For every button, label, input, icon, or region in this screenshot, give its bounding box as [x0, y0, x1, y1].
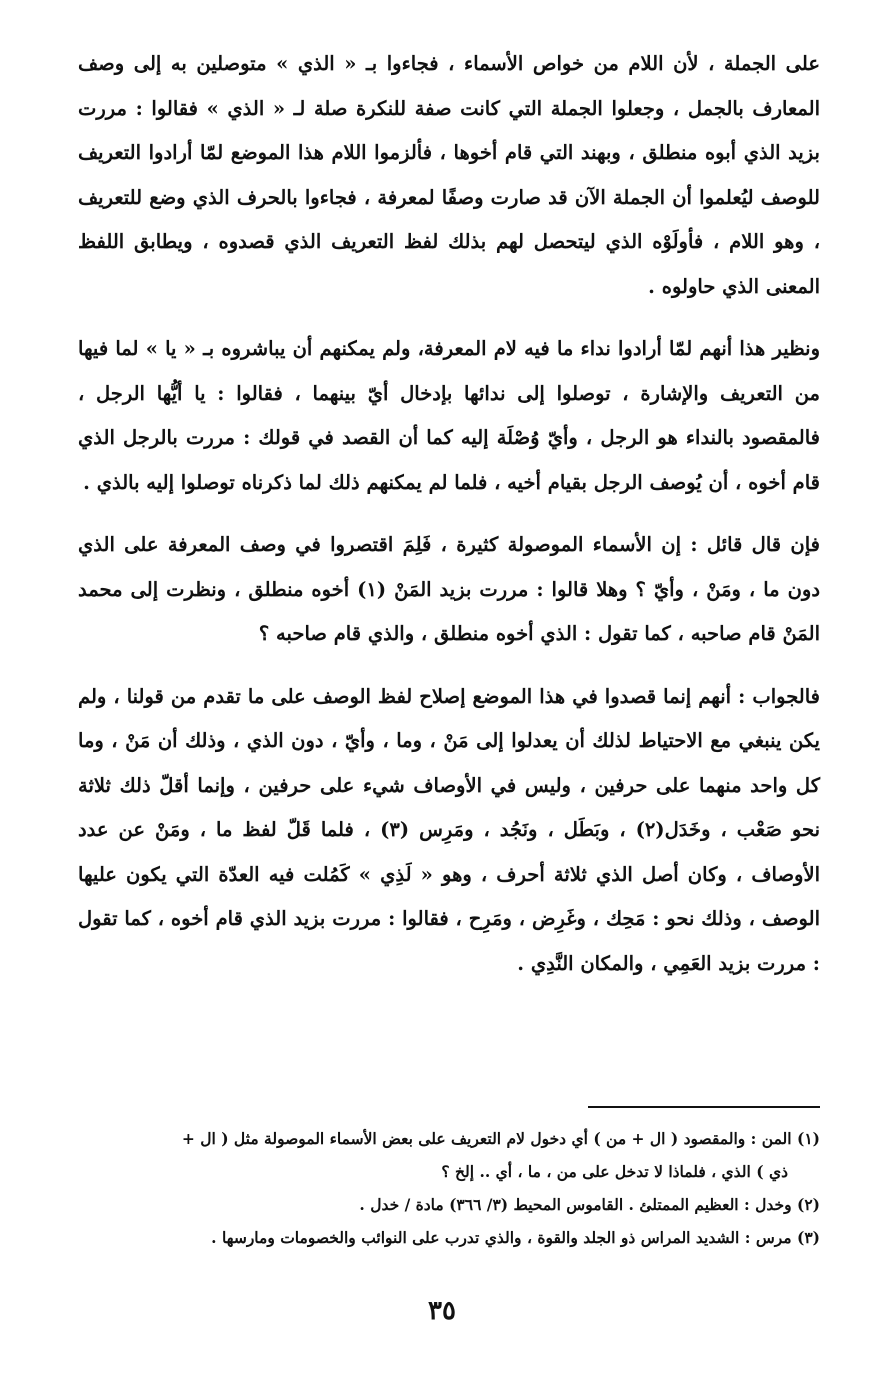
footnote-1-line-1: (١) المن : والمقصود ( ال + من ) أي دخول لام التعريف على بعض الأسماء الموصولة مثل ( ال + — [181, 1129, 820, 1148]
footnote-2 — [78, 1188, 820, 1221]
footnote-separator — [588, 1106, 820, 1108]
paragraph-2: ونظير هذا أنهم لمّا أرادوا نداء ما فيه لام المعرفة، ولم يمكنهم أن يباشروه بـ « يا » لما فيها من التعريف والإشارة ، توصلوا إلى ندائها بإدخال أيّ بينهما ، فقالوا : يا أيُّها الرجل ، فالمقصود بالنداء هو الرجل ، وأيّ وُصْلَة إليه كما أن القصد في قولك : مررت بالرجل الذي قام أخوه ، أن يُوصف الرجل بقيام أخيه ، فلما لم يمكنهم ذلك لما ذكرناه توصلوا إليه بالذي . — [78, 337, 820, 494]
page-number: ٣٥ — [428, 1296, 456, 1326]
main-text — [78, 42, 820, 986]
paragraph-1: على الجملة ، لأن اللام من خواص الأسماء ، فجاءوا بـ « الذي » متوصلين به إلى وصف المعارف بالجمل ، وجعلوا الجملة التي كانت صفة للنكرة صلة لـ « الذي » فقالوا : مررت بزيد الذي أبوه منطلق ، وبهند التي قام أخوها ، فألزموا اللام هذا الموضع لمّا أرادوا التعريف للوصف ليُعلموا أن الجملة الآن قد صارت وصفًا لمعرفة ، فجاءوا بالحرف الذي وضع للتعريف ، وهو اللام ، فأولَوْه الذي ليتحصل لهم بذلك لفظ التعريف الذي قصدوه ، ويطابق اللفظ المعنى الذي حاولوه . — [78, 52, 820, 298]
footnote-3 — [78, 1221, 820, 1254]
footnotes — [78, 1122, 820, 1254]
paragraph-4: فالجواب : أنهم إنما قصدوا في هذا الموضع إصلاح لفظ الوصف على ما تقدم من قولنا ، ولم يكن ينبغي مع الاحتياط لذلك أن يعدلوا إلى مَنْ ، وما ، وأيّ ، دون الذي ، وذلك أن مَنْ ، وما كل واحد منهما على حرفين ، وليس في الأوصاف شيء على حرفين ، وإنما أقلّ ذلك ثلاثة نحو صَعْب ، وخَدَل(٢) ، وبَطَل ، ونَجُد ، ومَرِس (٣) ، فلما قَلّ لفظ ما ، ومَنْ عن عدد الأوصاف ، وكان أصل الذي ثلاثة أحرف ، وهو « لَذِي » كَمُلت فيه العدّة التي يكون عليها الوصف ، وذلك نحو : مَحِك ، وغَرِض ، ومَرِح ، فقالوا : مررت بزيد الذي قام أخوه ، كما تقول : مررت بزيد العَمِي ، والمكان النَّدِي . — [78, 684, 821, 975]
footnote-1-line-2: ذي ) الذي ، فلماذا لا تدخل على من ، ما ، أي .. إلخ ؟ — [441, 1162, 788, 1181]
footnote-2-line-1: (٢) وخدل : العظيم الممتلئ . القاموس المحيط (٣/ ٣٦٦) مادة / خدل . — [359, 1195, 820, 1214]
footnote-3-line-1: (٣) مرس : الشديد المراس ذو الجلد والقوة ، والذي تدرب على النوائب والخصومات ومارسها . — [211, 1228, 820, 1247]
paragraph-3: فإن قال قائل : إن الأسماء الموصولة كثيرة ، فَلِمَ اقتصروا في وصف المعرفة على الذي دون ما ، ومَنْ ، وأيّ ؟ وهلا قالوا : مررت بزيد المَنْ (١) أخوه منطلق ، ونظرت إلى محمد المَنْ قام صاحبه ، كما تقول : الذي أخوه منطلق ، والذي قام صاحبه ؟ — [78, 533, 821, 645]
footnote-1 — [78, 1122, 820, 1188]
